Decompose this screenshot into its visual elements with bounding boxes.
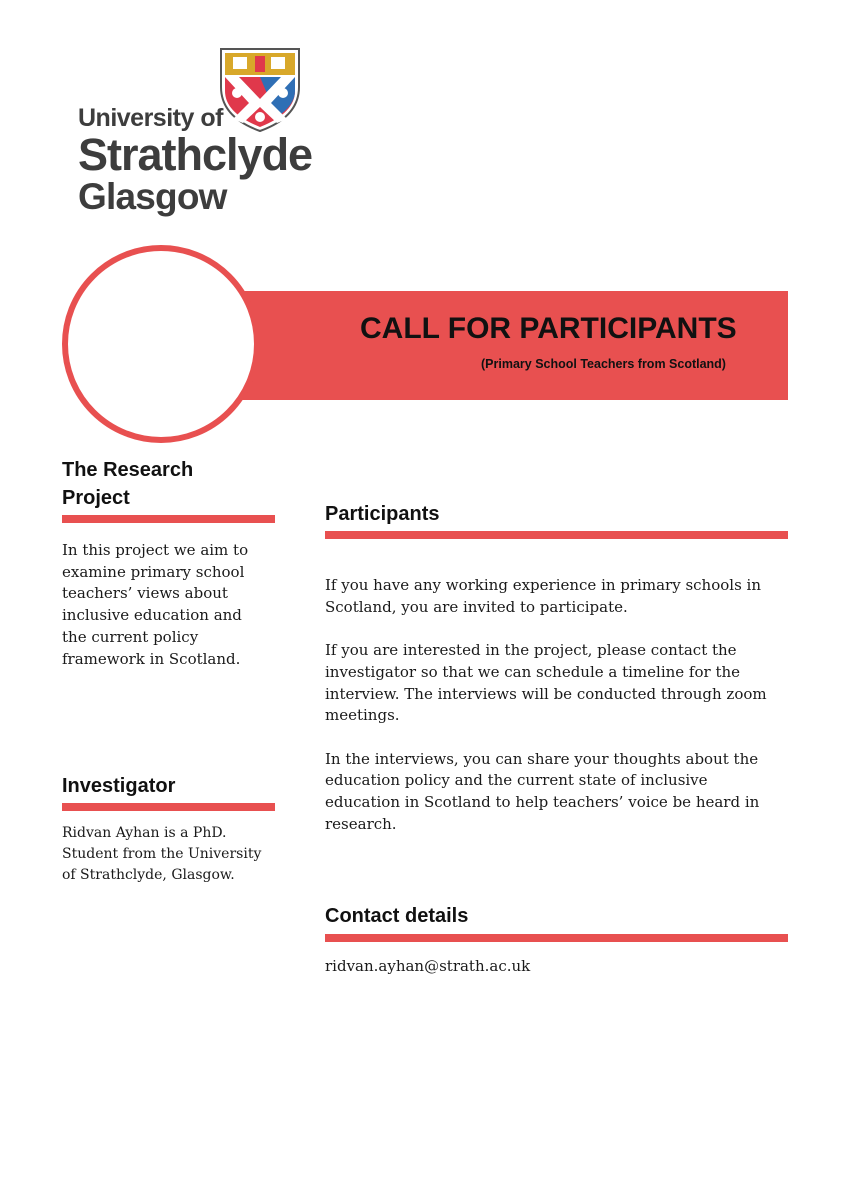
participants-heading: Participants: [325, 503, 440, 525]
logo-line-glasgow: Glasgow: [78, 176, 227, 217]
participants-line: meetings.: [325, 706, 400, 725]
participants-line: In the interviews, you can share your thoughts about the: [325, 749, 759, 768]
participants-line: investigator so that we can schedule a timeline for the: [325, 662, 741, 681]
participants-line: education in Scotland to help teachers’ voice be heard in: [325, 793, 760, 811]
logo-line-university-of: University of: [78, 104, 223, 132]
investigator-line: of Strathclyde, Glasgow.: [62, 867, 235, 883]
investigator-description: [62, 823, 277, 886]
research-line: teachers’ views about: [62, 584, 228, 603]
research-heading-line2: Project: [62, 487, 130, 509]
logo-line-strathclyde: Strathclyde: [78, 129, 313, 180]
participants-paragraph: [325, 640, 795, 727]
university-logo-wordmark: [78, 104, 312, 216]
investigator-line: Student from the University: [62, 846, 262, 862]
research-line: the current policy: [62, 627, 199, 646]
participants-line: If you have any working experience in primary schools in: [325, 576, 761, 594]
participants-line: interview. The interviews will be conducted through zoom: [325, 684, 767, 703]
participants-paragraph: [325, 575, 795, 618]
research-divider: [62, 515, 275, 523]
participants-line: If you are interested in the project, please contact the: [325, 641, 737, 660]
page-title: CALL FOR PARTICIPANTS: [360, 312, 737, 345]
research-line: In this project we aim to: [62, 541, 249, 559]
participants-line: research.: [325, 814, 397, 833]
contact-email[interactable]: ridvan.ayhan@strath.ac.uk: [325, 957, 531, 975]
investigator-line: Ridvan Ayhan is a PhD.: [62, 825, 227, 841]
investigator-heading: Investigator: [62, 775, 176, 797]
participants-paragraph: [325, 749, 795, 836]
contact-divider: [325, 934, 788, 942]
research-heading-line1: The Research: [62, 459, 194, 481]
research-heading: [62, 456, 193, 512]
research-line: framework in Scotland.: [62, 649, 241, 668]
research-line: examine primary school: [62, 562, 245, 581]
research-description: [62, 540, 277, 670]
banner-circle: [62, 245, 260, 443]
participants-line: Scotland, you are invited to participate.: [325, 597, 628, 616]
research-line: inclusive education and: [62, 606, 242, 625]
investigator-divider: [62, 803, 275, 811]
page-subtitle: (Primary School Teachers from Scotland): [481, 357, 726, 371]
contact-heading: Contact details: [325, 905, 469, 927]
participants-line: education policy and the current state of inclusive: [325, 771, 708, 790]
participants-divider: [325, 531, 788, 539]
participants-body: [325, 575, 795, 857]
